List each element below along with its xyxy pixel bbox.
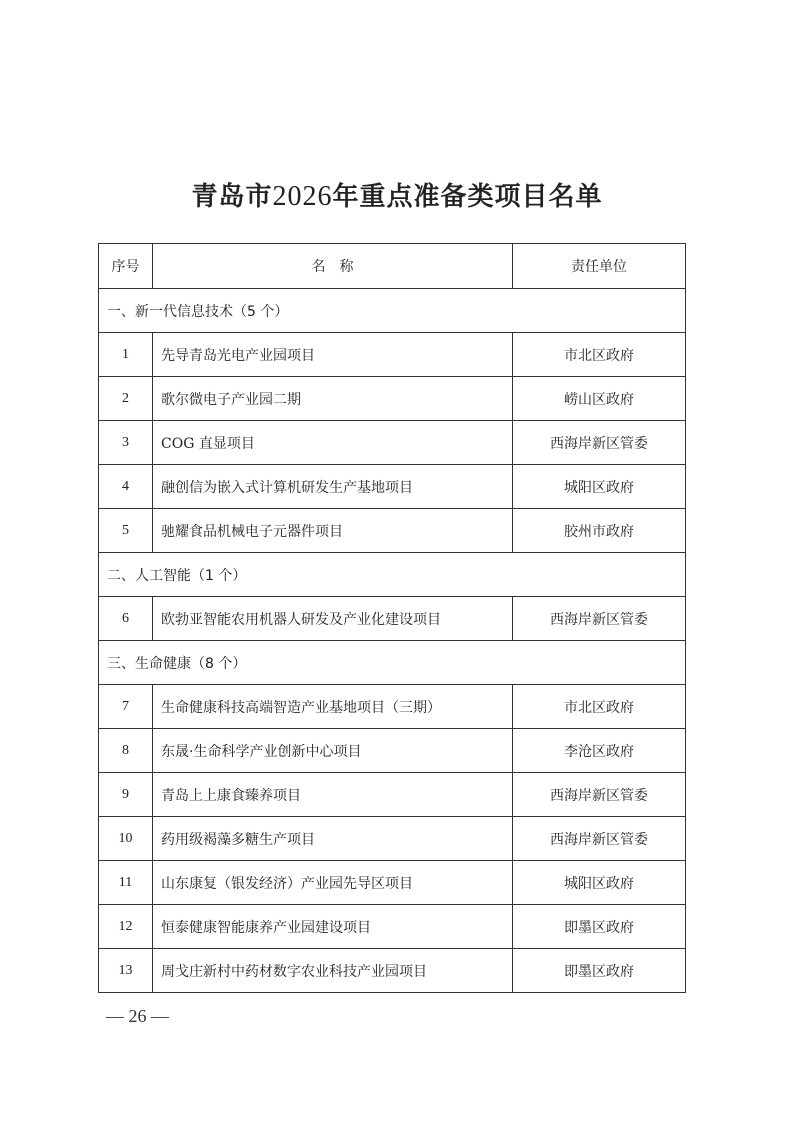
header-unit: 责任单位: [513, 244, 686, 289]
section-title: 二、人工智能（1 个）: [99, 553, 686, 597]
table-row: [99, 465, 686, 509]
project-table: [98, 243, 686, 993]
row-number: 2: [99, 377, 153, 421]
responsible-unit: 崂山区政府: [513, 377, 686, 421]
section-title: 三、生命健康（8 个）: [99, 641, 686, 685]
table-header-row: [99, 244, 686, 289]
responsible-unit: 西海岸新区管委: [513, 597, 686, 641]
project-name: 青岛上上康食臻养项目: [153, 773, 513, 817]
project-name: 周戈庄新村中药材数字农业科技产业园项目: [153, 949, 513, 993]
header-no: 序号: [99, 244, 153, 289]
project-name: 融创信为嵌入式计算机研发生产基地项目: [153, 465, 513, 509]
table-row: [99, 421, 686, 465]
title-suffix: 年重点准备类项目名单: [332, 182, 603, 212]
row-number: 12: [99, 905, 153, 949]
section-row: [99, 289, 686, 333]
table-row: [99, 905, 686, 949]
row-number: 5: [99, 509, 153, 553]
project-name: 东晟·生命科学产业创新中心项目: [153, 729, 513, 773]
title-year: 2026: [272, 181, 333, 212]
project-name: 欧勃亚智能农用机器人研发及产业化建设项目: [153, 597, 513, 641]
responsible-unit: 即墨区政府: [513, 949, 686, 993]
row-number: 1: [99, 333, 153, 377]
project-name: 山东康复（银发经济）产业园先导区项目: [153, 861, 513, 905]
page-number: — 26 —: [106, 1006, 169, 1026]
responsible-unit: 西海岸新区管委: [513, 421, 686, 465]
page-title: [0, 176, 794, 213]
project-name: 生命健康科技高端智造产业基地项目（三期）: [153, 685, 513, 729]
table-row: [99, 861, 686, 905]
row-number: 6: [99, 597, 153, 641]
table-row: [99, 949, 686, 993]
row-number: 7: [99, 685, 153, 729]
responsible-unit: 市北区政府: [513, 685, 686, 729]
project-name: COG 直显项目: [153, 421, 513, 465]
responsible-unit: 西海岸新区管委: [513, 817, 686, 861]
responsible-unit: 西海岸新区管委: [513, 773, 686, 817]
table-row: [99, 729, 686, 773]
table-row: [99, 685, 686, 729]
project-name: 歌尔微电子产业园二期: [153, 377, 513, 421]
project-name: 恒泰健康智能康养产业园建设项目: [153, 905, 513, 949]
responsible-unit: 城阳区政府: [513, 861, 686, 905]
project-name: 先导青岛光电产业园项目: [153, 333, 513, 377]
section-row: [99, 553, 686, 597]
responsible-unit: 李沧区政府: [513, 729, 686, 773]
row-number: 9: [99, 773, 153, 817]
title-prefix: 青岛市: [191, 182, 273, 212]
responsible-unit: 城阳区政府: [513, 465, 686, 509]
responsible-unit: 胶州市政府: [513, 509, 686, 553]
row-number: 3: [99, 421, 153, 465]
section-row: [99, 641, 686, 685]
table-row: [99, 817, 686, 861]
table-row: [99, 773, 686, 817]
responsible-unit: 市北区政府: [513, 333, 686, 377]
row-number: 11: [99, 861, 153, 905]
project-name: 药用级褐藻多糖生产项目: [153, 817, 513, 861]
row-number: 4: [99, 465, 153, 509]
row-number: 13: [99, 949, 153, 993]
row-number: 8: [99, 729, 153, 773]
table-row: [99, 509, 686, 553]
table-row: [99, 333, 686, 377]
responsible-unit: 即墨区政府: [513, 905, 686, 949]
header-name: 名 称: [153, 244, 513, 289]
table-row: [99, 377, 686, 421]
table-row: [99, 597, 686, 641]
row-number: 10: [99, 817, 153, 861]
project-name: 驰耀食品机械电子元器件项目: [153, 509, 513, 553]
section-title: 一、新一代信息技术（5 个）: [99, 289, 686, 333]
